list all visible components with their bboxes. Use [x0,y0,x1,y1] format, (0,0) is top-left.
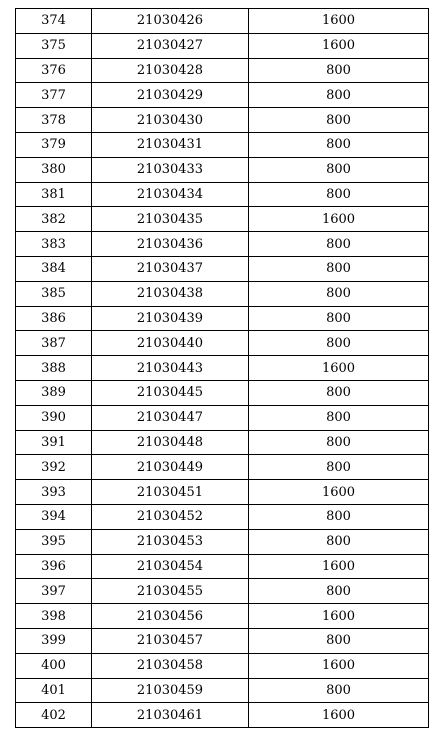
id-cell: 21030435 [92,207,249,232]
table-row [16,256,429,281]
table-row [16,232,429,257]
table-row [16,455,429,480]
row-number-cell: 392 [16,455,92,480]
table-body [16,9,429,728]
row-number-cell: 391 [16,430,92,455]
amount-cell: 800 [249,678,429,703]
amount-cell: 800 [249,529,429,554]
table-row [16,108,429,133]
table-row [16,157,429,182]
id-cell: 21030456 [92,604,249,629]
table-row [16,703,429,728]
row-number-cell: 400 [16,653,92,678]
amount-cell: 800 [249,132,429,157]
table-row [16,480,429,505]
row-number-cell: 396 [16,554,92,579]
row-number-cell: 387 [16,331,92,356]
id-cell: 21030440 [92,331,249,356]
id-cell: 21030459 [92,678,249,703]
id-cell: 21030455 [92,579,249,604]
id-cell: 21030448 [92,430,249,455]
id-cell: 21030439 [92,306,249,331]
amount-cell: 800 [249,306,429,331]
row-number-cell: 389 [16,380,92,405]
id-cell: 21030438 [92,281,249,306]
id-cell: 21030457 [92,628,249,653]
amount-cell: 800 [249,157,429,182]
id-cell: 21030437 [92,256,249,281]
id-cell: 21030451 [92,480,249,505]
id-cell: 21030452 [92,504,249,529]
id-cell: 21030427 [92,33,249,58]
table-row [16,207,429,232]
row-number-cell: 374 [16,9,92,34]
amount-cell: 1600 [249,480,429,505]
row-number-cell: 401 [16,678,92,703]
id-cell: 21030429 [92,83,249,108]
row-number-cell: 381 [16,182,92,207]
id-cell: 21030447 [92,405,249,430]
amount-cell: 800 [249,455,429,480]
table-row [16,529,429,554]
table-row [16,33,429,58]
id-cell: 21030445 [92,380,249,405]
id-cell: 21030461 [92,703,249,728]
table-row [16,653,429,678]
row-number-cell: 402 [16,703,92,728]
amount-cell: 800 [249,58,429,83]
table-row [16,83,429,108]
row-number-cell: 394 [16,504,92,529]
amount-cell: 1600 [249,356,429,381]
amount-cell: 1600 [249,33,429,58]
id-cell: 21030428 [92,58,249,83]
amount-cell: 1600 [249,554,429,579]
table-row [16,504,429,529]
id-cell: 21030453 [92,529,249,554]
amount-cell: 800 [249,331,429,356]
row-number-cell: 377 [16,83,92,108]
id-cell: 21030434 [92,182,249,207]
table-row [16,579,429,604]
amount-cell: 800 [249,256,429,281]
row-number-cell: 398 [16,604,92,629]
id-cell: 21030433 [92,157,249,182]
row-number-cell: 376 [16,58,92,83]
amount-cell: 1600 [249,653,429,678]
table-row [16,628,429,653]
amount-cell: 1600 [249,604,429,629]
amount-cell: 800 [249,628,429,653]
amount-cell: 800 [249,232,429,257]
row-number-cell: 378 [16,108,92,133]
id-cell: 21030449 [92,455,249,480]
amount-cell: 800 [249,281,429,306]
row-number-cell: 386 [16,306,92,331]
id-cell: 21030430 [92,108,249,133]
amount-cell: 800 [249,405,429,430]
id-cell: 21030454 [92,554,249,579]
table-row [16,604,429,629]
amount-cell: 1600 [249,207,429,232]
row-number-cell: 382 [16,207,92,232]
table-row [16,356,429,381]
amount-cell: 800 [249,504,429,529]
row-number-cell: 393 [16,480,92,505]
amount-cell: 800 [249,430,429,455]
table-row [16,554,429,579]
row-number-cell: 397 [16,579,92,604]
row-number-cell: 384 [16,256,92,281]
table-row [16,430,429,455]
row-number-cell: 399 [16,628,92,653]
row-number-cell: 395 [16,529,92,554]
id-cell: 21030443 [92,356,249,381]
amount-cell: 800 [249,579,429,604]
amount-cell: 1600 [249,9,429,34]
amount-cell: 800 [249,182,429,207]
amount-cell: 1600 [249,703,429,728]
row-number-cell: 388 [16,356,92,381]
row-number-cell: 385 [16,281,92,306]
data-table-container [15,8,428,728]
row-number-cell: 390 [16,405,92,430]
table-row [16,132,429,157]
table-row [16,405,429,430]
row-number-cell: 379 [16,132,92,157]
amount-cell: 800 [249,108,429,133]
amount-cell: 800 [249,380,429,405]
table-row [16,678,429,703]
table-row [16,281,429,306]
row-number-cell: 380 [16,157,92,182]
id-cell: 21030458 [92,653,249,678]
row-number-cell: 383 [16,232,92,257]
data-table [15,8,429,728]
table-row [16,331,429,356]
table-row [16,380,429,405]
table-row [16,58,429,83]
table-row [16,9,429,34]
row-number-cell: 375 [16,33,92,58]
amount-cell: 800 [249,83,429,108]
id-cell: 21030426 [92,9,249,34]
id-cell: 21030431 [92,132,249,157]
table-row [16,182,429,207]
table-row [16,306,429,331]
id-cell: 21030436 [92,232,249,257]
